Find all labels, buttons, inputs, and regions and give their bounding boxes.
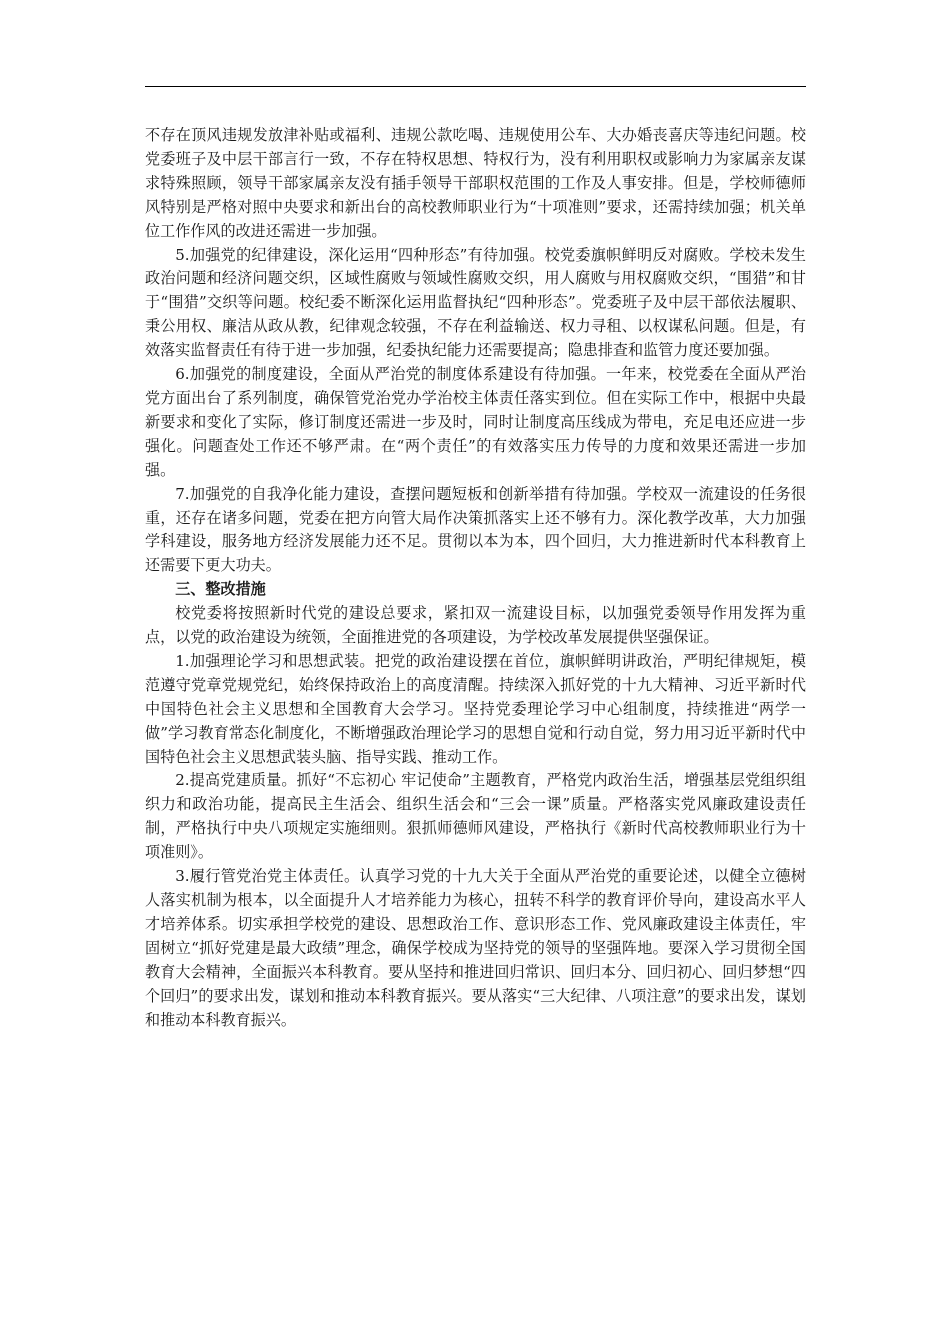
paragraph-measure-2-quality: 2.提高党建质量。抓好“不忘初心 牢记使命”主题教育，严格党内政治生活，增强基层党组织组织力和政治功能，提高民主生活会、组织生活会和“三会一课”质量。严格落实党风廉政建设责任制，严格执行中央八项规定实施细则。狠抓师德师风建设，严格执行《新时代高校教师职业行为十项准则》。 — [145, 771, 806, 862]
paragraph-item-7-self-purification: 7.加强党的自我净化能力建设，查摆问题短板和创新举措有待加强。学校双一流建设的任务很重，还存在诸多问题，党委在把方向管大局作决策抓落实上还不够有力。深化教学改革，大力加强学科建设，服务地方经济发展能力还不足。贯彻以本为本，四个回归，大力推进新时代本科教育上还需要下更大功夫。 — [145, 484, 806, 575]
section-heading-rectification: 三、整改措施 — [175, 580, 266, 599]
paragraph-item-6-institution: 6.加强党的制度建设，全面从严治党的制度体系建设有待加强。一年来，校党委在全面从严治党方面出台了系列制度，确保管党治党办学治校主体责任落实到位。但在实际工作中，根据中央最新要求和变化了实际，修订制度还需进一步及时，同时让制度高压线成为带电，充足电还应进一步强化。问题查处工作还不够严肃。在“两个责任”的有效落实压力传导的力度和效果还需进一步加强。 — [145, 365, 806, 479]
paragraph-measure-3-responsibility: 3.履行管党治党主体责任。认真学习党的十九大关于全面从严治党的重要论述，以健全立德树人落实机制为根本，以全面提升人才培养能力为核心，扭转不科学的教育评价导向，建设高水平人才培养体系。切实承担学校党的建设、思想政治工作、意识形态工作、党风廉政建设主体责任，牢固树立“抓好党建是最大政绩”理念，确保学校成为坚持党的领导的坚强阵地。要深入学习贯彻全国教育大会精神，全面振兴本科教育。要从坚持和推进回归常识、回归本分、回归初心、回归梦想“四个回归”的要求出发，谋划和推动本科教育振兴。要从落实“三大纪律、八项注意”的要求出发，谋划和推动本科教育振兴。 — [145, 867, 806, 1029]
paragraph-continuation: 不存在顶风违规发放津补贴或福利、违规公款吃喝、违规使用公车、大办婚丧喜庆等违纪问题。校党委班子及中层干部言行一致，不存在特权思想、特权行为，没有利用职权或影响力为家属亲友谋求特殊照顾，领导干部家属亲友没有插手领导干部职权范围的工作及人事安排。但是，学校师德师风特别是严格对照中央要求和新出台的高校教师职业行为“十项准则”要求，还需持续加强；机关单位工作作风的改进还需进一步加强。 — [145, 126, 806, 240]
header-rule — [145, 86, 806, 87]
paragraph-rectification-intro: 校党委将按照新时代党的建设总要求，紧扣双一流建设目标，以加强党委领导作用发挥为重点，以党的政治建设为统领，全面推进党的各项建设，为学校改革发展提供坚强保证。 — [145, 604, 806, 647]
paragraph-item-5-discipline: 5.加强党的纪律建设，深化运用“四种形态”有待加强。校党委旗帜鲜明反对腐败。学校未发生政治问题和经济问题交织，区域性腐败与领域性腐败交织，用人腐败与用权腐败交织，“围猎”和甘于“围猎”交织等问题。校纪委不断深化运用监督执纪“四种形态”。党委班子及中层干部依法履职、秉公用权、廉洁从政从教，纪律观念较强，不存在利益输送、权力寻租、以权谋私问题。但是，有效落实监督责任有待于进一步加强，纪委执纪能力还需要提高；隐患排查和监管力度还要加强。 — [145, 245, 806, 360]
paragraph-measure-1-theory: 1.加强理论学习和思想武装。把党的政治建设摆在首位，旗帜鲜明讲政治，严明纪律规矩，模范遵守党章党规党纪，始终保持政治上的高度清醒。持续深入抓好党的十九大精神、习近平新时代中国特色社会主义思想和全国教育大会学习。坚持党委理论学习中心组制度，持续推进“两学一做”学习教育常态化制度化，不断增强政治理论学习的思想自觉和行动自觉，努力用习近平新时代中国特色社会主义思想武装头脑、指导实践、推动工作。 — [145, 651, 806, 766]
document-body — [145, 124, 806, 1032]
